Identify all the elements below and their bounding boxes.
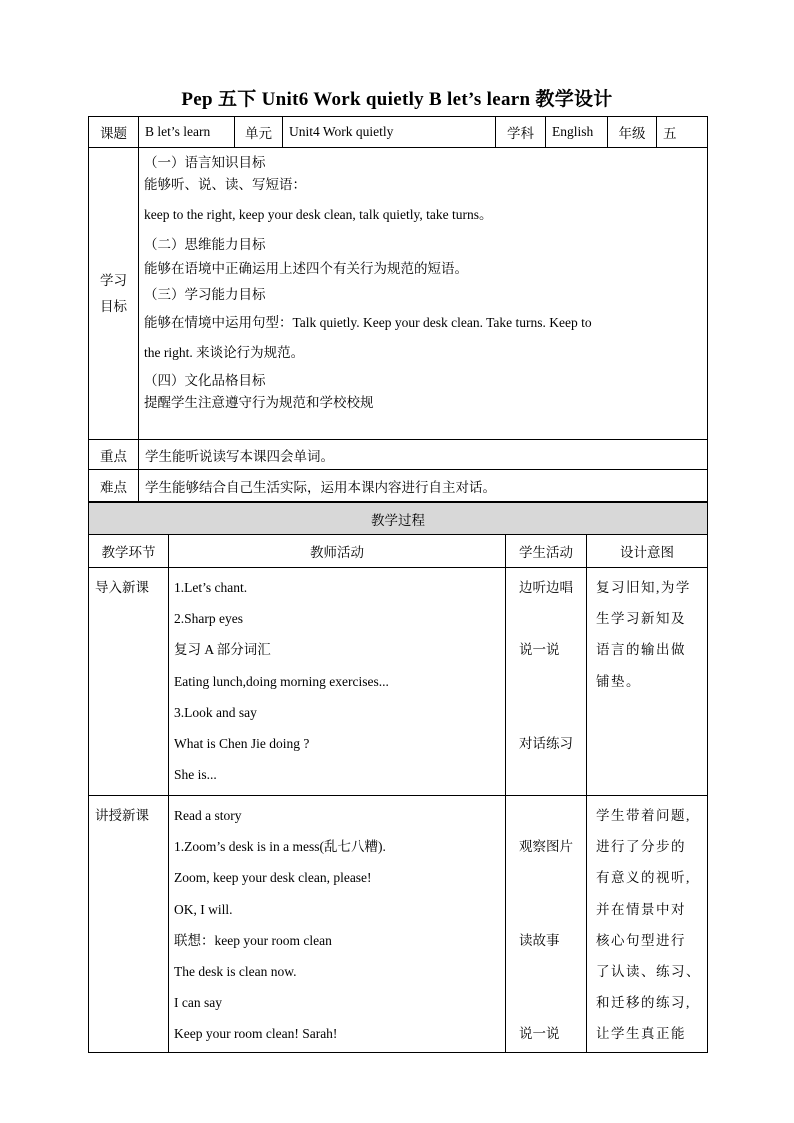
stage-cell: 讲授新课 (89, 796, 169, 1053)
goals-label-line1: 学习 (100, 272, 127, 288)
teacher-line: 1.Let’s chant. (174, 580, 248, 595)
teacher-line: Keep your room clean! Sarah! (174, 1026, 338, 1042)
intent-line: 有意义的视听, (596, 870, 691, 886)
intent-line: 让学生真正能 (596, 1026, 686, 1042)
goals-content (139, 148, 708, 440)
student-line (511, 697, 586, 728)
stage-cell: 导入新课 (89, 568, 169, 796)
teacher-line: Zoom, keep your desk clean, please! (174, 870, 372, 886)
teacher-activity (169, 796, 506, 1053)
student-line: 边听边唱 (519, 580, 573, 595)
student-line: 说一说 (519, 1026, 560, 1042)
intent-line: 了认读、练习、 (596, 963, 701, 979)
column-header: 设计意图 (587, 535, 708, 568)
key-point-row (89, 440, 708, 470)
intent-line: 核心句型进行 (596, 932, 686, 948)
goal-line: 能够在语境中正确运用上述四个有关行为规范的短语。 (144, 261, 468, 276)
student-activity (506, 568, 587, 796)
student-line (511, 666, 586, 697)
teacher-line: 2.Sharp eyes (174, 611, 243, 627)
teacher-line: Eating lunch,doing morning exercises... (174, 673, 389, 689)
column-header: 教学环节 (89, 535, 169, 568)
intent-line: 铺垫。 (596, 673, 641, 689)
key-point-label: 重点 (89, 440, 139, 470)
process-row-new-lesson (89, 796, 708, 1053)
teacher-line: What is Chen Jie doing ? (174, 735, 310, 751)
difficulty-label: 难点 (89, 470, 139, 502)
intent-line: 复习旧知,为学 (596, 580, 691, 595)
student-line: 说一说 (519, 642, 560, 658)
process-heading-row (89, 503, 708, 535)
goal-line: the right. 来谈论行为规范。 (144, 345, 305, 360)
goal-line: keep to the right, keep your desk clean, talk quietly, take turns。 (144, 207, 493, 222)
teacher-line: 复习 A 部分词汇 (174, 642, 271, 658)
teacher-line: OK, I will. (174, 901, 233, 917)
column-header: 学生活动 (506, 535, 587, 568)
teacher-line: 联想：keep your room clean (174, 932, 332, 948)
student-line (511, 603, 586, 634)
goal-line: 能够听、说、读、写短语： (144, 177, 306, 192)
page-title: Pep 五下 Unit6 Work quietly B let’s learn 教学设计 (181, 89, 613, 110)
goal-line: （四）文化品格目标 (144, 373, 266, 388)
teacher-line: 1.Zoom’s desk is in a mess(乱七八糟). (174, 839, 386, 855)
goal-line: 提醒学生注意遵守行为规范和学校校规 (144, 395, 374, 410)
student-activity (506, 796, 587, 1053)
topic-value: B let’s learn (139, 117, 235, 148)
teacher-line: The desk is clean now. (174, 963, 297, 979)
intent-line: 学生带着问题, (596, 808, 691, 823)
student-line (511, 800, 586, 831)
column-header: 教师活动 (169, 535, 506, 568)
grade-label: 年级 (608, 117, 657, 148)
student-line: 观察图片 (519, 839, 573, 855)
process-heading: 教学过程 (89, 503, 708, 535)
intent-line: 并在情景中对 (596, 901, 686, 917)
unit-label: 单元 (235, 117, 283, 148)
goal-line: （三）学习能力目标 (144, 287, 266, 302)
process-row-intro (89, 568, 708, 796)
intent-line: 生学习新知及 (596, 611, 686, 627)
student-line (511, 956, 586, 987)
student-line (511, 759, 586, 790)
goals-label (89, 148, 139, 440)
design-intent (587, 796, 708, 1053)
student-line (511, 987, 586, 1018)
intent-line: 和迁移的练习, (596, 995, 691, 1011)
teacher-line: She is... (174, 767, 217, 783)
grade-value: 五 (657, 117, 708, 148)
student-line (511, 894, 586, 925)
goal-line: 能够在情境中运用句型：Talk quietly. Keep your desk clean. Take turns. Keep to (144, 315, 592, 330)
goals-label-line2: 目标 (100, 298, 127, 314)
student-line: 读故事 (519, 932, 560, 948)
goals-row (89, 148, 708, 440)
teacher-line: Read a story (174, 808, 242, 823)
topic-label: 课题 (89, 117, 139, 148)
teacher-line: 3.Look and say (174, 704, 257, 720)
unit-value: Unit4 Work quietly (283, 117, 496, 148)
difficulty-row (89, 470, 708, 502)
teacher-activity (169, 568, 506, 796)
goal-line: （一）语言知识目标 (144, 155, 266, 170)
process-table (88, 502, 708, 1053)
lesson-info-table (88, 116, 708, 502)
design-intent (587, 568, 708, 796)
key-point-text: 学生能听说读写本课四会单词。 (139, 440, 708, 470)
difficulty-text: 学生能够结合自己生活实际，运用本课内容进行自主对话。 (139, 470, 708, 502)
info-row (89, 117, 708, 148)
goal-line: （二）思维能力目标 (144, 237, 266, 252)
intent-line: 语言的输出做 (596, 642, 686, 658)
student-line (511, 862, 586, 893)
process-column-headers (89, 535, 708, 568)
subject-value: English (546, 117, 608, 148)
student-line: 对话练习 (519, 735, 573, 751)
subject-label: 学科 (496, 117, 546, 148)
intent-line: 进行了分步的 (596, 839, 686, 855)
teacher-line: I can say (174, 995, 222, 1011)
